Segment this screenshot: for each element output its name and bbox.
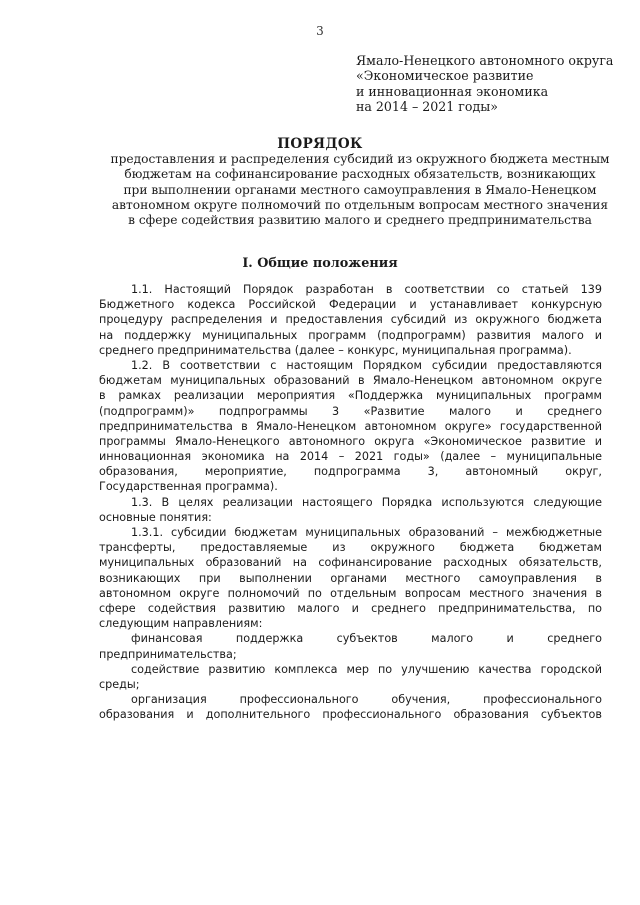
body-line: среднего предпринимательства (далее – конкурс, муниципальная программа). [99,343,572,357]
body-text [99,282,602,722]
approval-block [356,53,626,114]
body-line: сфере содействия развитию малого и среднего предпринимательства, по [99,601,602,615]
body-line: Государственная программа). [99,480,278,494]
subtitle-line: в сфере содействия развитию малого и среднего предпринимательства [128,213,592,228]
body-line: в рамках реализации мероприятия «Поддержка муниципальных программ [99,389,602,403]
body-line: Бюджетного кодекса Российской Федерации и устанавливает конкурсную [99,298,602,312]
body-line: организация профессионального обучения, профессионального [131,693,602,707]
subtitle-line: бюджетам на софинансирование расходных обязательств, возникающих [124,167,596,182]
body-line: на поддержку муниципальных программ (подпрограмм) развития малого и [99,328,602,342]
body-line: 1.3.1. субсидии бюджетам муниципальных образований – межбюджетные [131,526,602,539]
body-line: следующим направлениям: [99,617,263,631]
body-line: программы Ямало-Ненецкого автономного округа «Экономическое развитие и [99,434,602,448]
body-line: среды; [99,677,140,691]
document-title: ПОРЯДОК [277,136,363,152]
body-line: предпринимательства; [99,647,237,661]
approval-line: «Экономическое развитие [356,68,534,84]
body-line: 1.1. Настоящий Порядок разработан в соответствии со статьей 139 [131,283,602,296]
body-line: финансовая поддержка субъектов малого и среднего [131,632,602,646]
body-line: образования и дополнительного профессионального образования субъектов [99,708,602,722]
body-line: инновационная экономика на 2014 – 2021 годы» (далее – муниципальные [99,450,602,464]
body-line: (подпрограмм)» подпрограммы 3 «Развитие малого и среднего [99,404,602,418]
body-line: предпринимательства в Ямало-Ненецком автономном округе» государственной [99,419,602,433]
body-line: процедуру распределения и предоставления субсидий из окружного бюджета [99,313,602,327]
body-line: 1.3. В целях реализации настоящего Порядка используются следующие [131,495,602,509]
body-line: возникающих при выполнении органами местного самоуправления в [99,571,602,585]
approval-line: Ямало-Ненецкого автономного округа [356,53,614,68]
body-line: муниципальных образований на софинансирование расходных обязательств, [99,556,602,570]
body-line: образования, мероприятие, подпрограмма 3, автономный округ, [99,465,602,479]
body-line: содействие развитию комплекса мер по улучшению качества городской [131,662,602,676]
document-subtitle [80,152,640,228]
body-line: 1.2. В соответствии с настоящим Порядком субсидии предоставляются [131,358,602,372]
section-heading: I. Общие положения [242,256,398,271]
approval-line: на 2014 – 2021 годы» [356,98,498,114]
subtitle-line: предоставления и распределения субсидий из окружного бюджета местным [110,152,610,166]
body-line: бюджетам муниципальных образований в Ямало-Ненецком автономном округе [99,374,602,388]
subtitle-line: при выполнении органами местного самоуправления в Ямало-Ненецком [123,182,597,197]
page-number: 3 [316,24,324,38]
body-line: основные понятия: [99,510,212,524]
approval-line: и инновационная экономика [356,83,549,99]
body-line: автономном округе полномочий по отдельным вопросам местного значения в [99,586,602,600]
body-line: трансферты, предоставляемые из окружного бюджета бюджетам [99,541,602,555]
subtitle-line: автономном округе полномочий по отдельным вопросам местного значения [111,197,609,212]
